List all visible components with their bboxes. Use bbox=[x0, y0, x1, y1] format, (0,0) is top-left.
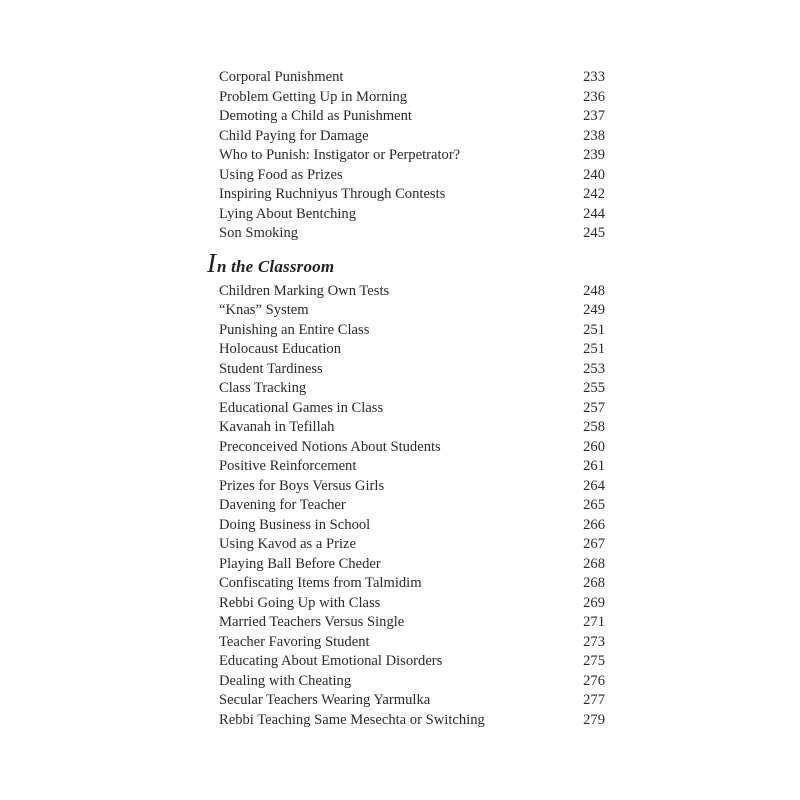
toc-entry bbox=[219, 438, 605, 458]
toc-entry bbox=[219, 399, 605, 419]
entry-title: Married Teachers Versus Single bbox=[219, 614, 405, 630]
entry-title: Using Kavod as a Prize bbox=[219, 536, 356, 552]
entry-page: 266 bbox=[583, 516, 605, 533]
entry-page: 269 bbox=[583, 594, 605, 611]
toc-entry bbox=[219, 613, 605, 633]
entry-title: Son Smoking bbox=[219, 225, 299, 241]
heading-initial: I bbox=[207, 247, 216, 278]
toc-entry bbox=[219, 360, 605, 380]
toc-entry bbox=[219, 321, 605, 341]
entry-title: Davening for Teacher bbox=[219, 497, 346, 513]
toc-entry bbox=[219, 418, 605, 438]
entry-title: Child Paying for Damage bbox=[219, 127, 369, 144]
toc-entry bbox=[219, 301, 605, 321]
entry-page: 258 bbox=[583, 419, 605, 435]
toc-group-classroom bbox=[219, 282, 605, 731]
entry-title: Teacher Favoring Student bbox=[219, 633, 370, 650]
entry-title: Children Marking Own Tests bbox=[219, 282, 390, 299]
toc-entry bbox=[219, 205, 605, 225]
entry-page: 265 bbox=[583, 497, 605, 513]
entry-title: Holocaust Education bbox=[219, 341, 341, 357]
toc-entry bbox=[219, 185, 605, 205]
entry-page: 271 bbox=[583, 614, 605, 630]
entry-page: 239 bbox=[583, 147, 605, 163]
entry-title: Kavanah in Tefillah bbox=[219, 419, 335, 435]
heading-text: n the Classroom bbox=[217, 256, 335, 276]
entry-title: Using Food as Prizes bbox=[219, 166, 343, 183]
entry-title: Confiscating Items from Talmidim bbox=[219, 575, 422, 591]
entry-page: 268 bbox=[583, 575, 605, 591]
toc-entry bbox=[219, 594, 605, 614]
entry-title: Secular Teachers Wearing Yarmulka bbox=[219, 692, 431, 708]
entry-page: 276 bbox=[583, 672, 605, 689]
toc-entry bbox=[219, 340, 605, 360]
entry-page: 244 bbox=[583, 205, 605, 222]
toc-entry bbox=[219, 477, 605, 497]
entry-page: 240 bbox=[583, 166, 605, 183]
entry-page: 236 bbox=[583, 88, 605, 105]
toc-entry bbox=[219, 691, 605, 711]
toc-entry bbox=[219, 107, 605, 127]
toc-entry bbox=[219, 166, 605, 186]
entry-page: 275 bbox=[583, 653, 605, 669]
toc-entry bbox=[219, 127, 605, 147]
entry-page: 237 bbox=[583, 108, 605, 124]
entry-title: Playing Ball Before Cheder bbox=[219, 555, 381, 572]
toc-entry bbox=[219, 282, 605, 302]
entry-title: Demoting a Child as Punishment bbox=[219, 108, 412, 124]
toc-entry bbox=[219, 516, 605, 536]
toc-entry bbox=[219, 652, 605, 672]
entry-page: 261 bbox=[583, 458, 605, 474]
entry-page: 267 bbox=[583, 536, 605, 552]
entry-title: Punishing an Entire Class bbox=[219, 321, 370, 338]
toc-entry bbox=[219, 633, 605, 653]
toc-entry bbox=[219, 496, 605, 516]
toc-entry bbox=[219, 574, 605, 594]
toc-entry bbox=[219, 535, 605, 555]
toc-entry bbox=[219, 672, 605, 692]
entry-title: Who to Punish: Instigator or Perpetrator? bbox=[219, 147, 461, 163]
entry-title: Positive Reinforcement bbox=[219, 458, 357, 474]
entry-page: 277 bbox=[583, 692, 605, 708]
entry-page: 260 bbox=[583, 438, 605, 455]
entry-title: Problem Getting Up in Morning bbox=[219, 88, 408, 105]
toc-entry bbox=[219, 379, 605, 399]
entry-title: Lying About Bentching bbox=[219, 205, 357, 222]
entry-title: Educating About Emotional Disorders bbox=[219, 653, 443, 669]
entry-title: Student Tardiness bbox=[219, 360, 323, 377]
entry-page: 253 bbox=[583, 360, 605, 377]
entry-page: 279 bbox=[583, 711, 605, 728]
toc-entry bbox=[219, 146, 605, 166]
entry-title: Rebbi Teaching Same Mesechta or Switching bbox=[219, 711, 485, 728]
entry-page: 255 bbox=[583, 380, 605, 396]
entry-title: Class Tracking bbox=[219, 380, 307, 396]
entry-page: 257 bbox=[583, 399, 605, 416]
entry-title: Dealing with Cheating bbox=[219, 672, 352, 689]
entry-page: 238 bbox=[583, 127, 605, 144]
entry-page: 251 bbox=[583, 321, 605, 338]
entry-title: Educational Games in Class bbox=[219, 399, 384, 416]
table-of-contents bbox=[207, 68, 605, 730]
entry-title: Doing Business in School bbox=[219, 516, 371, 533]
entry-page: 249 bbox=[583, 302, 605, 318]
toc-entry bbox=[219, 555, 605, 575]
toc-entry bbox=[219, 224, 605, 244]
entry-page: 233 bbox=[583, 69, 605, 85]
toc-entry bbox=[219, 68, 605, 88]
toc-group-continued bbox=[219, 68, 605, 244]
entry-page: 273 bbox=[583, 633, 605, 650]
toc-entry bbox=[219, 88, 605, 108]
section-heading-classroom bbox=[207, 244, 605, 282]
entry-title: “Knas” System bbox=[219, 302, 309, 318]
toc-entry bbox=[219, 457, 605, 477]
entry-page: 242 bbox=[583, 186, 605, 202]
entry-title: Inspiring Ruchniyus Through Contests bbox=[219, 186, 446, 202]
entry-page: 251 bbox=[583, 341, 605, 357]
toc-entry bbox=[219, 711, 605, 731]
entry-page: 264 bbox=[583, 477, 605, 494]
entry-page: 245 bbox=[583, 225, 605, 241]
entry-title: Preconceived Notions About Students bbox=[219, 438, 441, 455]
entry-title: Rebbi Going Up with Class bbox=[219, 594, 381, 611]
entry-title: Corporal Punishment bbox=[219, 69, 344, 85]
entry-page: 248 bbox=[583, 282, 605, 299]
entry-title: Prizes for Boys Versus Girls bbox=[219, 477, 385, 494]
entry-page: 268 bbox=[583, 555, 605, 572]
